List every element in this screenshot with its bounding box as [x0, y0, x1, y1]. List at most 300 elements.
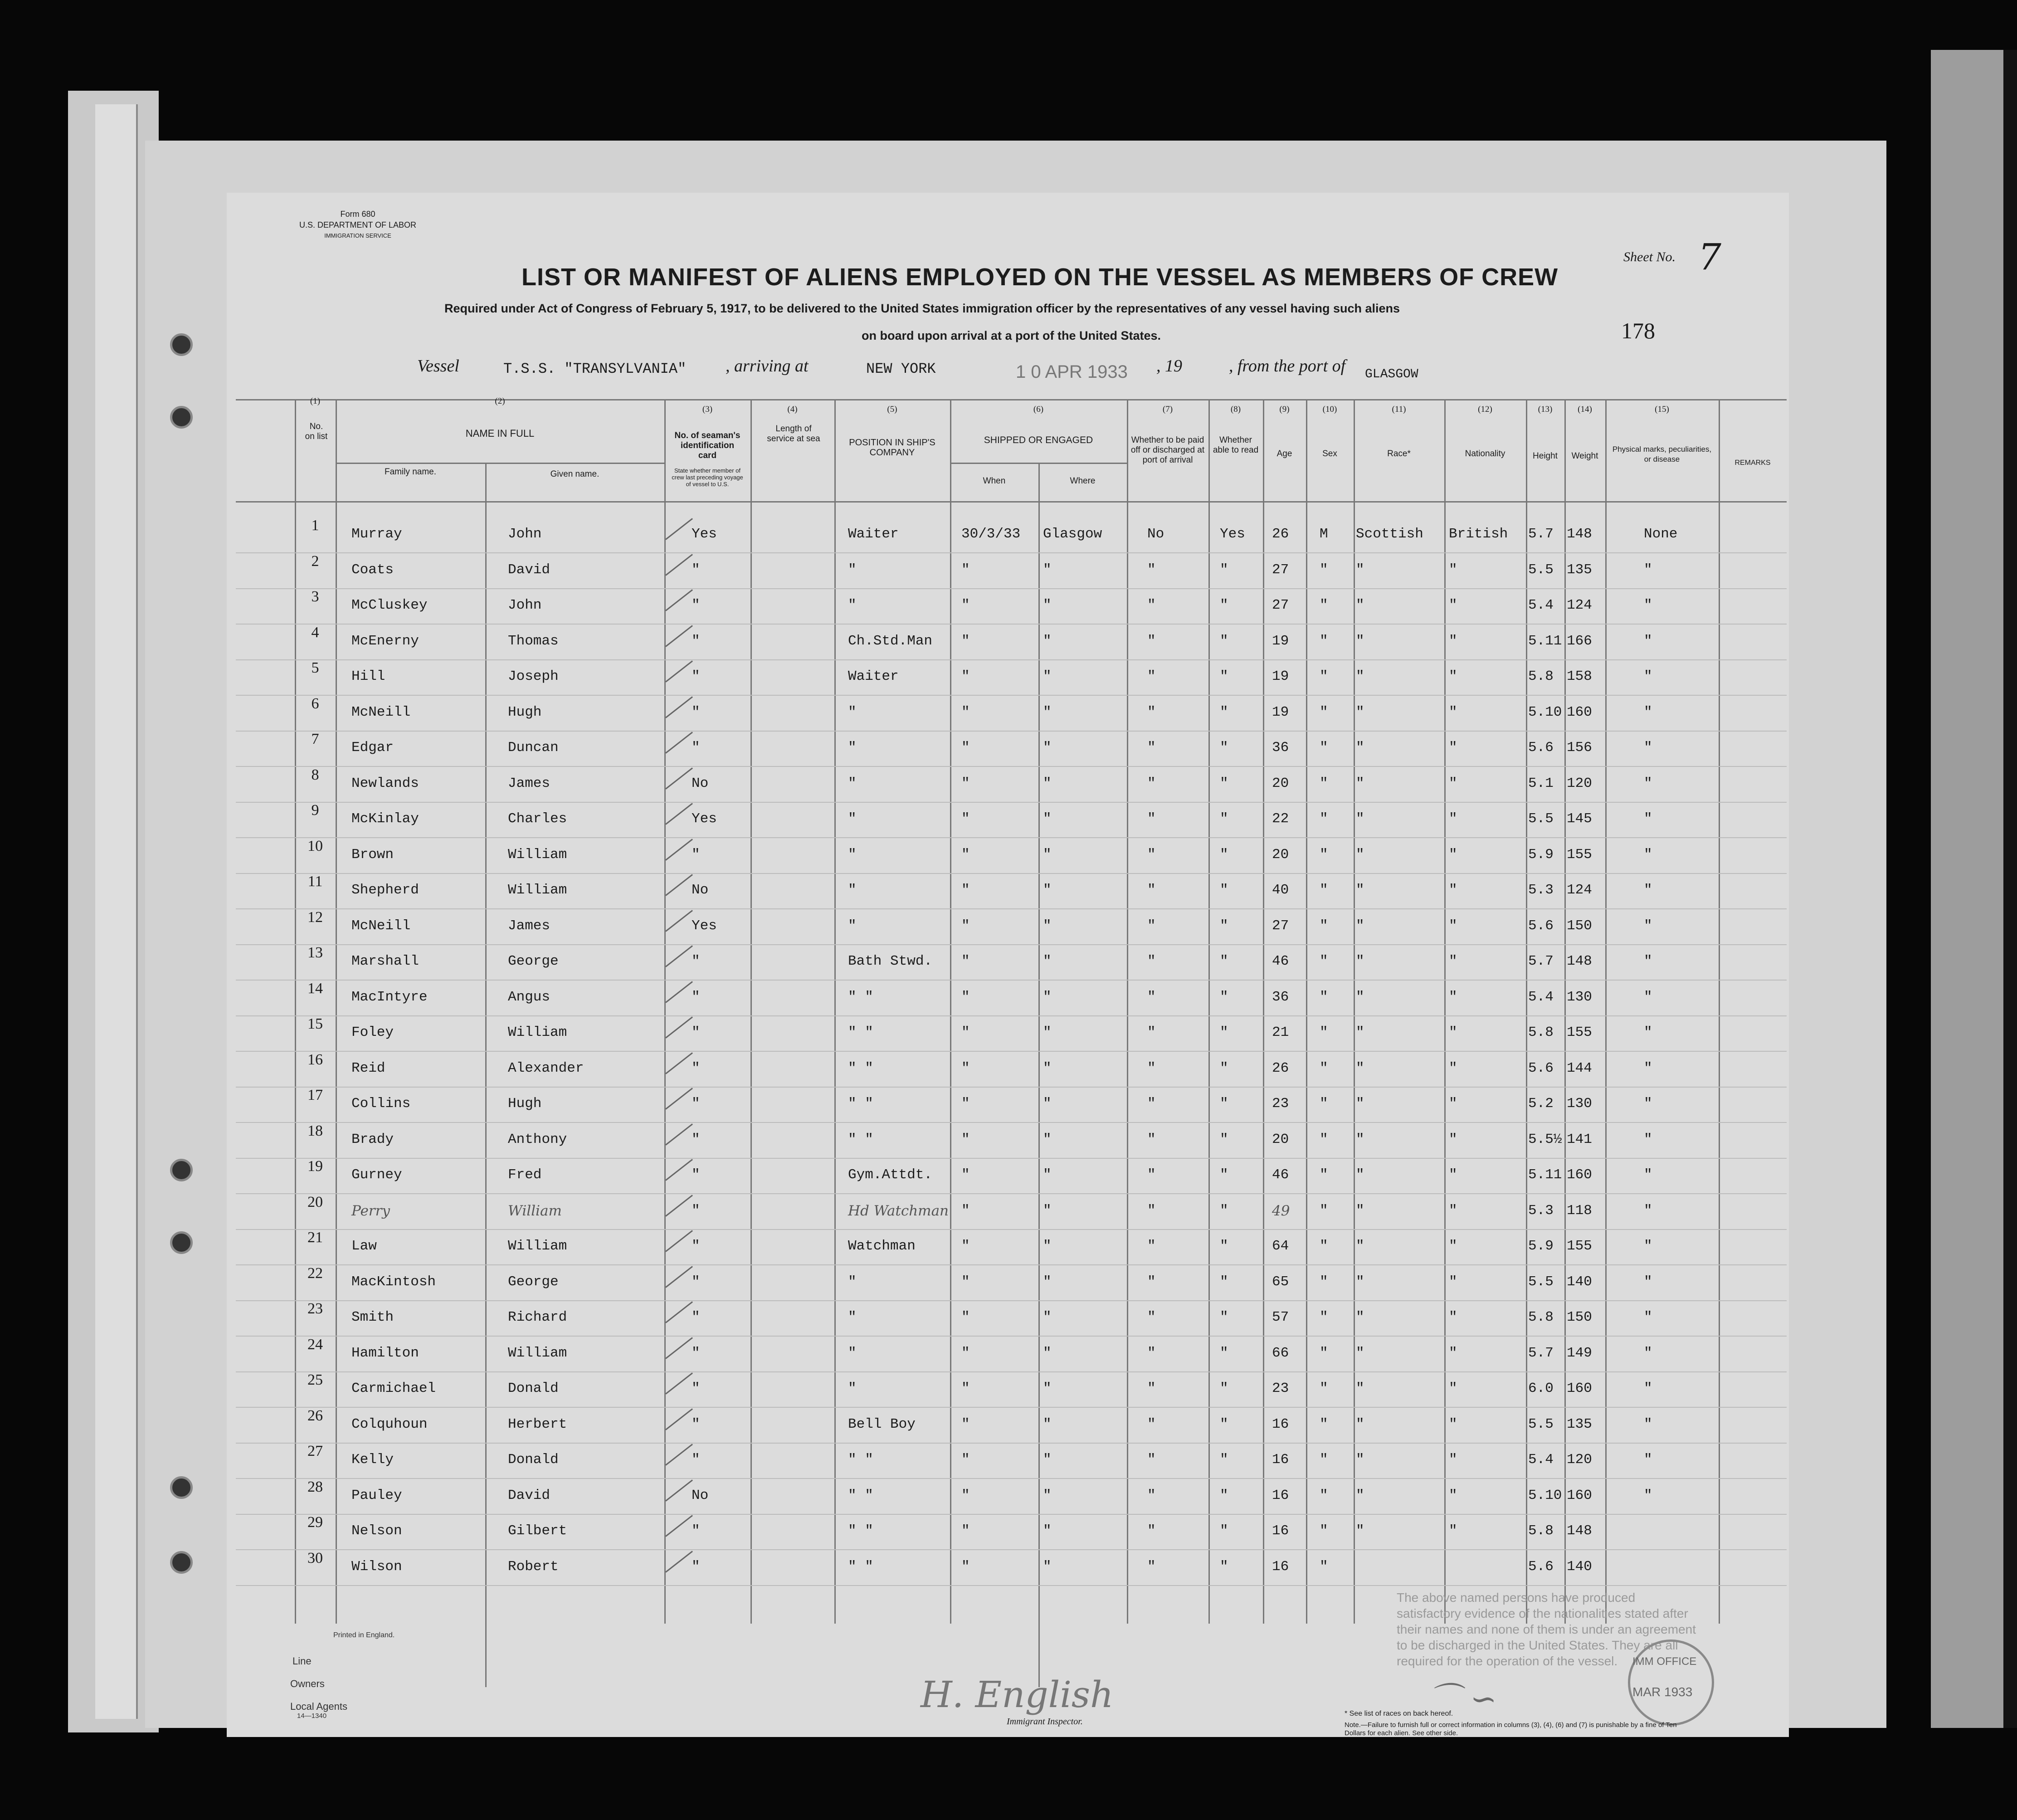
paid-off: ": [1147, 917, 1156, 934]
given-name: David: [508, 1487, 551, 1503]
age: 27: [1272, 597, 1289, 613]
shipped-where: ": [1043, 811, 1052, 827]
given-name: Gilbert: [508, 1523, 567, 1539]
col-divider: [950, 399, 951, 1624]
nationality: ": [1449, 989, 1457, 1005]
col-num-3: (3): [702, 405, 713, 414]
given-name: William: [508, 1025, 567, 1040]
header-paid-off: Whether to be paid off or discharged at port of arrival: [1130, 435, 1205, 465]
age: 57: [1272, 1309, 1289, 1325]
given-name: Thomas: [508, 633, 559, 649]
shipped-when: ": [961, 1202, 970, 1219]
sex: ": [1320, 633, 1328, 649]
paid-off: ": [1147, 1167, 1156, 1183]
given-name: William: [508, 1202, 562, 1219]
check-mark: [665, 1337, 693, 1359]
row-rule: [236, 1193, 1787, 1194]
header-seaman-card-note: State whether member of crew last preceding voyage of vessel to U.S.: [672, 467, 743, 488]
shipped-where: ": [1043, 1167, 1052, 1183]
row-number: 4: [311, 624, 319, 641]
able-to-read: ": [1220, 1238, 1228, 1254]
seaman-card: ": [692, 1309, 700, 1325]
physical-marks: ": [1644, 989, 1652, 1005]
check-mark: [665, 1123, 693, 1146]
seaman-card: No: [692, 1487, 709, 1503]
department-name: U.S. DEPARTMENT OF LABOR: [299, 220, 417, 229]
header-seaman-card: No. of seaman's identification card: [674, 431, 741, 460]
given-name: William: [508, 1238, 567, 1254]
col-divider: [1719, 399, 1720, 1624]
check-mark: [665, 1195, 693, 1217]
given-name: William: [508, 846, 567, 863]
given-name: Fred: [508, 1167, 542, 1183]
race: ": [1356, 953, 1364, 969]
row-rule: [236, 1336, 1787, 1337]
row-rule: [236, 1549, 1787, 1550]
height: 5.10: [1528, 1487, 1562, 1503]
row-number: 28: [307, 1478, 323, 1495]
able-to-read: ": [1220, 953, 1228, 969]
nationality: ": [1449, 953, 1457, 969]
race: Scottish: [1356, 526, 1423, 542]
col-divider: [1444, 399, 1446, 1624]
row-rule: [236, 980, 1787, 981]
shipped-where: ": [1043, 597, 1052, 613]
age: 16: [1272, 1558, 1289, 1575]
row-rule: [236, 1407, 1787, 1408]
binding-page-stack: [95, 104, 138, 1719]
height: 5.4: [1528, 1452, 1554, 1468]
row-number: 13: [307, 944, 323, 961]
able-to-read: Yes: [1220, 526, 1245, 542]
page-title: LIST OR MANIFEST OF ALIENS EMPLOYED ON THE VESSEL AS MEMBERS OF CREW: [521, 263, 1559, 291]
able-to-read: ": [1220, 1381, 1228, 1396]
physical-marks: ": [1644, 811, 1652, 827]
paid-off: ": [1147, 1202, 1156, 1219]
shipped-where: ": [1043, 1452, 1052, 1468]
check-mark: [665, 1159, 693, 1181]
row-number: 8: [311, 766, 319, 783]
shipped-when: ": [961, 633, 970, 649]
physical-marks: ": [1644, 633, 1652, 649]
paid-off: ": [1147, 597, 1156, 613]
family-name: Gurney: [351, 1167, 402, 1183]
seaman-card: ": [692, 740, 700, 756]
weight: 141: [1567, 1131, 1592, 1147]
row-number: 29: [307, 1514, 323, 1531]
col-num-1: (1): [310, 396, 321, 406]
sex: ": [1320, 1558, 1328, 1575]
family-name: Collins: [351, 1096, 411, 1112]
header-nationality: Nationality: [1465, 449, 1505, 459]
physical-marks: ": [1644, 917, 1652, 934]
position: ": [848, 1274, 857, 1290]
race: ": [1356, 1523, 1364, 1539]
col-num-2: (2): [495, 396, 505, 406]
shipped-where: ": [1043, 775, 1052, 791]
row-rule: [236, 552, 1787, 553]
col-divider: [1564, 399, 1566, 1624]
nationality: ": [1449, 1309, 1457, 1325]
row-number: 17: [307, 1087, 323, 1103]
row-rule: [236, 1122, 1787, 1123]
nationality: ": [1449, 882, 1457, 898]
paid-off: ": [1147, 1523, 1156, 1539]
weight: 155: [1567, 1238, 1592, 1254]
able-to-read: ": [1220, 1523, 1228, 1539]
race: ": [1356, 1025, 1364, 1040]
row-number: 12: [307, 908, 323, 926]
weight: 160: [1567, 1167, 1592, 1183]
punch-hole: [170, 333, 193, 356]
shipped-where: ": [1043, 740, 1052, 756]
sex: ": [1320, 1096, 1328, 1112]
race: ": [1356, 882, 1364, 898]
shipped-when: ": [961, 1274, 970, 1290]
sex: ": [1320, 1131, 1328, 1147]
row-rule: [236, 944, 1787, 945]
physical-marks: ": [1644, 1487, 1652, 1503]
shipped-when: ": [961, 1238, 970, 1254]
physical-marks: ": [1644, 668, 1652, 684]
family-name: Brown: [351, 846, 394, 863]
able-to-read: ": [1220, 846, 1228, 863]
family-name: Perry: [351, 1202, 390, 1219]
penalty-note: Note.—Failure to furnish full or correct information in columns (3), (4), (6) and (7) is punishable by a fine of Ten Dollars for each alien. See other side.: [1345, 1721, 1677, 1737]
sex: ": [1320, 1381, 1328, 1396]
physical-marks: ": [1644, 1238, 1652, 1254]
weight: 124: [1567, 597, 1592, 613]
height: 5.8: [1528, 1523, 1554, 1539]
seaman-card: ": [692, 597, 700, 613]
from-port: GLASGOW: [1365, 367, 1418, 381]
family-name: Pauley: [351, 1487, 402, 1503]
shipped-where: ": [1043, 953, 1052, 969]
col-num-9: (9): [1279, 405, 1290, 414]
col-divider: [1208, 399, 1210, 1624]
age: 19: [1272, 668, 1289, 684]
check-mark: [665, 625, 693, 647]
given-name: Hugh: [508, 1096, 542, 1112]
nationality: ": [1449, 1523, 1457, 1539]
nationality: ": [1449, 668, 1457, 684]
nationality: ": [1449, 1416, 1457, 1432]
height: 5.6: [1528, 1060, 1554, 1076]
nationality: ": [1449, 1060, 1457, 1076]
physical-marks: ": [1644, 1060, 1652, 1076]
family-name: Hill: [351, 668, 385, 684]
seal-date: MAR 1933: [1632, 1685, 1693, 1699]
given-name: Richard: [508, 1309, 567, 1325]
row-number: 27: [307, 1443, 323, 1459]
family-name: Edgar: [351, 740, 394, 756]
family-name: McNeill: [351, 704, 411, 720]
check-mark: [665, 945, 693, 967]
weight: 148: [1567, 1523, 1592, 1539]
row-number: 15: [307, 1015, 323, 1032]
sex: ": [1320, 740, 1328, 756]
physical-marks: ": [1644, 775, 1652, 791]
shipped-when: ": [961, 1452, 970, 1468]
shipped-where: ": [1043, 668, 1052, 684]
position: ": [848, 561, 857, 578]
arriving-label: , arriving at: [726, 356, 809, 376]
check-mark: [665, 589, 693, 611]
physical-marks: ": [1644, 1202, 1652, 1219]
seaman-card: Yes: [692, 526, 717, 542]
nationality: ": [1449, 811, 1457, 827]
header-remarks: REMARKS: [1734, 459, 1771, 467]
from-port-label: , from the port of: [1229, 356, 1346, 376]
race: ": [1356, 811, 1364, 827]
race: ": [1356, 1274, 1364, 1290]
seaman-card: ": [692, 846, 700, 863]
able-to-read: ": [1220, 775, 1228, 791]
sex: ": [1320, 1416, 1328, 1432]
family-name: Newlands: [351, 775, 419, 791]
physical-marks: ": [1644, 740, 1652, 756]
paid-off: ": [1147, 668, 1156, 684]
check-mark: [665, 732, 693, 754]
able-to-read: ": [1220, 1060, 1228, 1076]
header-no-on-list: No. on list: [305, 422, 328, 441]
weight: 130: [1567, 1096, 1592, 1112]
weight: 145: [1567, 811, 1592, 827]
shipped-when: ": [961, 561, 970, 578]
age: 22: [1272, 811, 1289, 827]
sex: ": [1320, 1452, 1328, 1468]
race: ": [1356, 1096, 1364, 1112]
position: Waiter: [848, 526, 899, 542]
given-name: Herbert: [508, 1416, 567, 1432]
shipped-where: ": [1043, 1416, 1052, 1432]
race: ": [1356, 1309, 1364, 1325]
position: " ": [848, 1131, 873, 1147]
row-rule: [236, 1514, 1787, 1515]
header-name-in-full: NAME IN FULL: [465, 428, 535, 439]
check-mark: [665, 874, 693, 896]
weight: 144: [1567, 1060, 1592, 1076]
height: 5.6: [1528, 917, 1554, 934]
row-rule: [236, 908, 1787, 909]
shipped-when: ": [961, 597, 970, 613]
shipped-where: ": [1043, 1523, 1052, 1539]
shipped-subheader-rule: [950, 463, 1127, 464]
paid-off: ": [1147, 1238, 1156, 1254]
sex: ": [1320, 1238, 1328, 1254]
able-to-read: ": [1220, 1416, 1228, 1432]
row-number: 1: [311, 517, 319, 534]
film-border-right: [2003, 50, 2017, 1728]
punch-hole: [170, 1551, 193, 1574]
weight: 148: [1567, 953, 1592, 969]
height: 5.1: [1528, 775, 1554, 791]
age: 19: [1272, 704, 1289, 720]
shipped-where: ": [1043, 882, 1052, 898]
shipped-when: ": [961, 1060, 970, 1076]
given-name: William: [508, 882, 567, 898]
nationality: ": [1449, 1202, 1457, 1219]
check-mark: [665, 1301, 693, 1323]
header-sex: Sex: [1322, 449, 1337, 459]
weight: 156: [1567, 740, 1592, 756]
able-to-read: ": [1220, 989, 1228, 1005]
shipped-where: ": [1043, 1558, 1052, 1575]
header-weight: Weight: [1571, 451, 1598, 461]
seaman-card: Yes: [692, 917, 717, 934]
header-family-name: Family name.: [384, 467, 437, 477]
physical-marks: ": [1644, 1452, 1652, 1468]
sex: ": [1320, 1309, 1328, 1325]
height: 5.4: [1528, 597, 1554, 613]
footer-form-code: 14—1340: [297, 1712, 327, 1720]
seaman-card: ": [692, 1274, 700, 1290]
given-name: George: [508, 953, 559, 969]
row-number: 3: [311, 588, 319, 605]
family-name: McCluskey: [351, 597, 428, 613]
able-to-read: ": [1220, 740, 1228, 756]
nationality: ": [1449, 1274, 1457, 1290]
paid-off: ": [1147, 1131, 1156, 1147]
height: 5.5: [1528, 1416, 1554, 1432]
race: ": [1356, 989, 1364, 1005]
age: 26: [1272, 526, 1289, 542]
age: 36: [1272, 989, 1289, 1005]
header-able-read: Whether able to read: [1213, 435, 1259, 455]
row-number: 24: [307, 1336, 323, 1353]
act-requirement-line2: on board upon arrival at a port of the United States.: [862, 329, 1161, 342]
check-mark: [665, 1515, 693, 1537]
certification-text: The above named persons have produced satisfactory evidence of the nationalities stated after their names and none of them is under an agreement to be discharged in the United States. They are all required for the operation of the vessel.: [1397, 1591, 1696, 1668]
seaman-card: ": [692, 1523, 700, 1539]
inspector-label: Immigrant Inspector.: [1007, 1717, 1083, 1727]
physical-marks: ": [1644, 1345, 1652, 1361]
col-divider: [1263, 399, 1264, 1624]
race: ": [1356, 561, 1364, 578]
race: ": [1356, 1452, 1364, 1468]
shipped-where: ": [1043, 561, 1052, 578]
position: Watchman: [848, 1238, 916, 1254]
position: " ": [848, 1452, 873, 1468]
race: ": [1356, 1487, 1364, 1503]
race: ": [1356, 668, 1364, 684]
nationality: ": [1449, 846, 1457, 863]
position: Bath Stwd.: [848, 953, 933, 969]
age: 20: [1272, 846, 1289, 863]
row-number: 18: [307, 1122, 323, 1139]
row-number: 11: [307, 873, 323, 890]
family-name: McEnerny: [351, 633, 419, 649]
weight: 130: [1567, 989, 1592, 1005]
seaman-card: ": [692, 668, 700, 684]
height: 5.6: [1528, 1558, 1554, 1575]
weight: 160: [1567, 1381, 1592, 1396]
able-to-read: ": [1220, 561, 1228, 578]
seaman-card: ": [692, 953, 700, 969]
height: 6.0: [1528, 1381, 1554, 1396]
race: ": [1356, 1060, 1364, 1076]
weight: 150: [1567, 917, 1592, 934]
paid-off: ": [1147, 1381, 1156, 1396]
shipped-when: ": [961, 1025, 970, 1040]
position: ": [848, 917, 857, 934]
row-rule: [236, 659, 1787, 660]
physical-marks: ": [1644, 1167, 1652, 1183]
shipped-when: ": [961, 1416, 970, 1432]
paid-off: ": [1147, 1096, 1156, 1112]
seaman-card: ": [692, 1202, 700, 1219]
physical-marks: ": [1644, 597, 1652, 613]
check-mark: [665, 696, 693, 718]
col-divider: [1526, 399, 1527, 1624]
position: ": [848, 740, 857, 756]
col-divider: [1354, 399, 1355, 1624]
position: Hd Watchman: [848, 1202, 949, 1219]
family-name: Smith: [351, 1309, 394, 1325]
weight: 160: [1567, 1487, 1592, 1503]
row-rule: [236, 695, 1787, 696]
physical-marks: ": [1644, 1274, 1652, 1290]
seaman-card: ": [692, 1416, 700, 1432]
weight: 140: [1567, 1274, 1592, 1290]
age: 23: [1272, 1381, 1289, 1396]
seaman-card: Yes: [692, 811, 717, 827]
sex: ": [1320, 561, 1328, 578]
physical-marks: ": [1644, 704, 1652, 720]
race: ": [1356, 775, 1364, 791]
row-rule: [236, 624, 1787, 625]
row-rule: [236, 1229, 1787, 1230]
nationality: ": [1449, 775, 1457, 791]
position: " ": [848, 1096, 873, 1112]
col-divider: [834, 399, 836, 1624]
shipped-where: ": [1043, 1096, 1052, 1112]
height: 5.8: [1528, 1309, 1554, 1325]
shipped-when: ": [961, 1096, 970, 1112]
paid-off: ": [1147, 561, 1156, 578]
seaman-card: No: [692, 882, 709, 898]
sex: ": [1320, 1060, 1328, 1076]
row-rule: [236, 873, 1787, 874]
shipped-where: ": [1043, 1381, 1052, 1396]
able-to-read: ": [1220, 704, 1228, 720]
weight: 155: [1567, 846, 1592, 863]
position: ": [848, 882, 857, 898]
row-number: 30: [307, 1549, 323, 1566]
header-position: POSITION IN SHIP'S COMPANY: [849, 438, 935, 458]
height: 5.8: [1528, 668, 1554, 684]
age: 19: [1272, 633, 1289, 649]
immigration-office-seal: [1628, 1639, 1714, 1726]
sex: M: [1320, 526, 1328, 542]
shipped-when: ": [961, 668, 970, 684]
race-footnote: * See list of races on back hereof.: [1345, 1710, 1453, 1718]
act-requirement-line1: Required under Act of Congress of February 5, 1917, to be delivered to the United States immigration officer by the representatives of any vessel having such aliens: [444, 302, 1400, 315]
physical-marks: ": [1644, 561, 1652, 578]
race: ": [1356, 597, 1364, 613]
age: 65: [1272, 1274, 1289, 1290]
given-name: Hugh: [508, 704, 542, 720]
race: ": [1356, 1167, 1364, 1183]
race: ": [1356, 740, 1364, 756]
able-to-read: ": [1220, 1452, 1228, 1468]
row-number: 26: [307, 1407, 323, 1424]
weight: 135: [1567, 561, 1592, 578]
race: ": [1356, 1416, 1364, 1432]
position: ": [848, 597, 857, 613]
shipped-when: ": [961, 1381, 970, 1396]
race: ": [1356, 1238, 1364, 1254]
